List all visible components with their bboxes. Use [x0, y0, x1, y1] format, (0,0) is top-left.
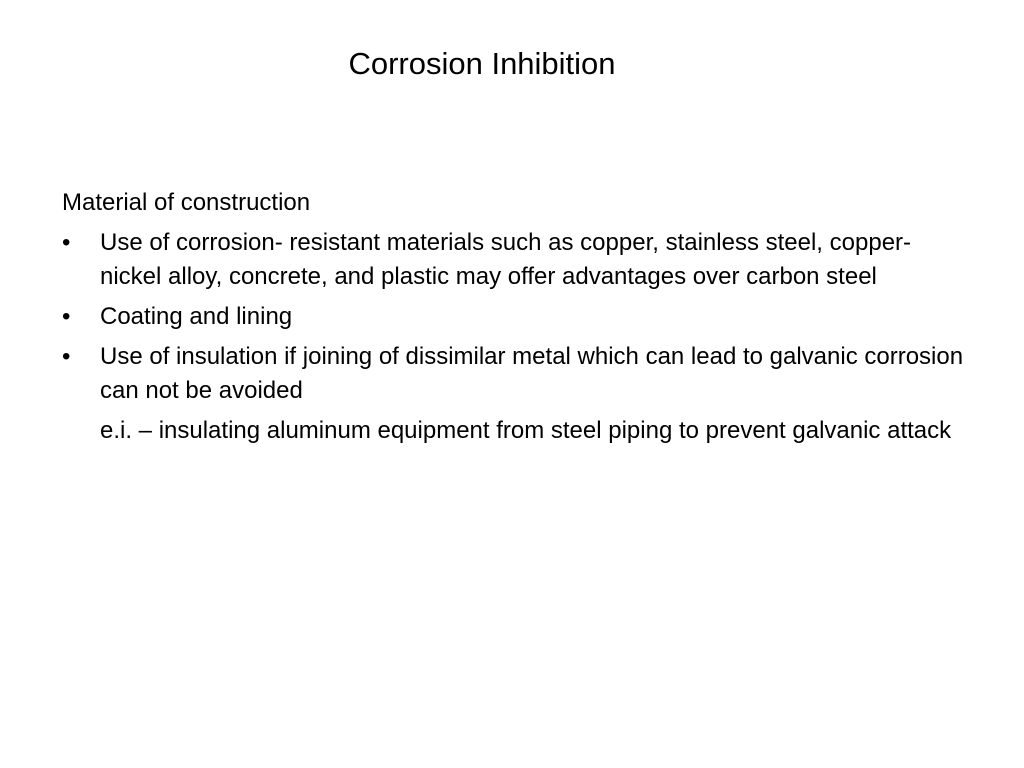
- section-heading: Material of construction: [62, 189, 311, 216]
- bullet-text: Use of corrosion- resistant materials such as copper, stainless steel, copper-nickel alloy, concrete, and plastic may offer advantages over carbon steel: [100, 229, 912, 290]
- bullet-marker: •: [62, 303, 71, 330]
- slide-title: Corrosion Inhibition: [348, 46, 616, 81]
- bullet-list: [62, 226, 972, 408]
- slide-body: [62, 186, 972, 448]
- bullet-item: [62, 226, 972, 294]
- example-note: e.i. – insulating aluminum equipment from steel piping to prevent galvanic attack: [100, 417, 952, 444]
- bullet-text: Coating and lining: [100, 303, 293, 330]
- bullet-marker: •: [62, 343, 71, 370]
- bullet-item: [62, 340, 972, 408]
- bullet-text: Use of insulation if joining of dissimilar metal which can lead to galvanic corrosion can not be avoided: [100, 343, 964, 404]
- bullet-item: [62, 300, 972, 334]
- bullet-marker: •: [62, 229, 71, 256]
